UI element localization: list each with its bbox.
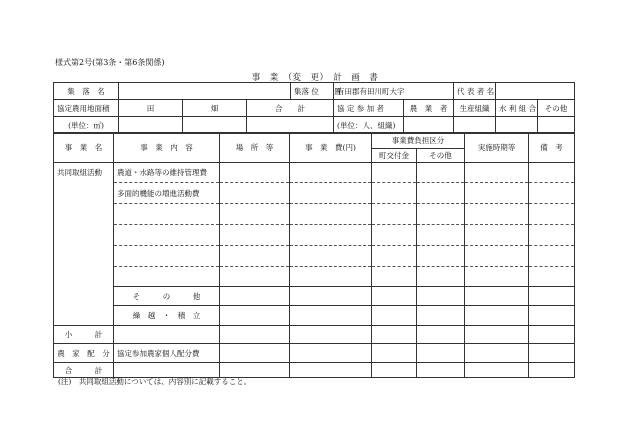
cell[interactable] (220, 326, 290, 344)
cell[interactable] (114, 326, 220, 344)
activity-row[interactable] (114, 204, 220, 225)
cell[interactable] (220, 246, 290, 267)
total-value[interactable] (247, 117, 334, 134)
water-assoc-label: 水 利 組 合 (496, 100, 538, 117)
cell[interactable] (220, 287, 290, 306)
col-other: その他 (417, 149, 465, 163)
cell[interactable] (529, 326, 575, 344)
cell[interactable] (417, 225, 465, 246)
col-content: 事 業 内 容 (114, 133, 220, 163)
cell[interactable] (417, 246, 465, 267)
settlement-location-label: 集落 位 置 (291, 83, 334, 100)
cell[interactable] (372, 204, 417, 225)
col-town: 町交付金 (372, 149, 417, 163)
cell[interactable] (290, 246, 372, 267)
col-period: 実施時期等 (465, 133, 529, 163)
farmer-label: 農 業 者 (404, 100, 454, 117)
subtotal-label: 小 計 (54, 326, 114, 344)
cell[interactable] (220, 183, 290, 204)
activity-row[interactable] (114, 246, 220, 267)
col-project-name: 事 業 名 (54, 133, 114, 163)
cell[interactable] (465, 287, 529, 306)
cell[interactable] (372, 225, 417, 246)
cell[interactable] (220, 163, 290, 183)
cell[interactable] (220, 267, 290, 287)
cell[interactable] (220, 225, 290, 246)
cell[interactable] (417, 344, 465, 363)
settlement-name-label: 集 落 名 (54, 83, 119, 100)
other-label: その他 (538, 100, 575, 117)
cell[interactable] (372, 163, 417, 183)
cell[interactable] (529, 363, 575, 378)
area-label: 協定農用地面積 (54, 100, 119, 117)
cell[interactable] (417, 204, 465, 225)
cell[interactable] (290, 363, 372, 378)
cell[interactable] (290, 204, 372, 225)
cell[interactable] (290, 267, 372, 287)
joint-activity-label: 共同取組活動 (54, 163, 114, 326)
activity-row[interactable] (114, 225, 220, 246)
field-label: 田 (119, 100, 183, 117)
participants-label: 協 定 参 加 者 (334, 100, 404, 117)
other-row-label: そ の 他 (114, 287, 220, 306)
upland-label: 畑 (183, 100, 247, 117)
cell[interactable] (465, 267, 529, 287)
cell[interactable] (529, 204, 575, 225)
main-table (53, 132, 575, 378)
field-value[interactable] (119, 117, 183, 134)
cell[interactable] (417, 306, 465, 326)
cell[interactable] (290, 183, 372, 204)
cell[interactable] (465, 246, 529, 267)
activity-row: 多面的機能の増進活動費 (114, 183, 220, 204)
representative-value[interactable] (496, 83, 575, 100)
cell[interactable] (465, 183, 529, 204)
cell[interactable] (290, 225, 372, 246)
cell[interactable] (220, 204, 290, 225)
col-location: 場 所 等 (220, 133, 290, 163)
info-table (53, 82, 575, 134)
activity-row: 農道・水路等の維持管理費 (114, 163, 220, 183)
cell[interactable] (417, 183, 465, 204)
cell[interactable] (465, 225, 529, 246)
form-label: 様式第2号(第3条・第6条関係) (55, 58, 165, 67)
cell[interactable] (465, 306, 529, 326)
cell[interactable] (417, 326, 465, 344)
settlement-name-value[interactable] (119, 83, 291, 100)
cell[interactable] (417, 363, 465, 378)
area-unit: (単位：㎡) (54, 117, 119, 134)
representative-label: 代 表 者 名 (454, 83, 496, 100)
cell[interactable] (529, 246, 575, 267)
cell[interactable] (290, 326, 372, 344)
farmer-value[interactable] (404, 117, 454, 134)
footnote: (注) 共同取組活動については、内容別に記載すること。 (58, 377, 252, 386)
cell[interactable] (290, 163, 372, 183)
cell[interactable] (290, 344, 372, 363)
col-burden: 事業費負担区分 (372, 133, 465, 149)
cell[interactable] (372, 306, 417, 326)
cell[interactable] (465, 163, 529, 183)
cell[interactable] (220, 344, 290, 363)
cell[interactable] (372, 287, 417, 306)
farmer-dist-label: 農 家 配 分 (54, 344, 114, 363)
cell[interactable] (529, 225, 575, 246)
activity-row[interactable] (114, 267, 220, 287)
cell[interactable] (529, 306, 575, 326)
cell[interactable] (372, 246, 417, 267)
col-cost: 事 業 費(円) (290, 133, 372, 163)
cell[interactable] (529, 183, 575, 204)
upland-value[interactable] (183, 117, 247, 134)
cell[interactable] (465, 326, 529, 344)
col-remarks: 備 考 (529, 133, 575, 163)
grand-total-label: 合 計 (54, 363, 114, 378)
cell[interactable] (529, 344, 575, 363)
cell[interactable] (372, 363, 417, 378)
cell[interactable] (465, 363, 529, 378)
production-org-label: 生産組織 (454, 100, 496, 117)
water-assoc-value[interactable] (496, 117, 538, 134)
cell[interactable] (372, 344, 417, 363)
participants-unit: (単位：人、組織) (334, 117, 404, 134)
cell[interactable] (290, 287, 372, 306)
settlement-location-value[interactable]: 有田郡有田川町大字 (334, 83, 454, 100)
cell[interactable] (220, 306, 290, 326)
cell[interactable] (529, 287, 575, 306)
cell[interactable] (529, 267, 575, 287)
production-org-value[interactable] (454, 117, 496, 134)
cell[interactable] (372, 183, 417, 204)
total-label: 合 計 (247, 100, 334, 117)
other-value[interactable] (538, 117, 575, 134)
cell[interactable] (417, 163, 465, 183)
cell[interactable] (372, 267, 417, 287)
cell[interactable] (465, 344, 529, 363)
cell[interactable] (372, 326, 417, 344)
cell[interactable] (417, 267, 465, 287)
form-title: 事 業 （変 更） 計 画 書 (251, 73, 379, 83)
cell[interactable] (290, 306, 372, 326)
cell[interactable] (417, 287, 465, 306)
farmer-dist-content: 協定参加農家個人配分費 (114, 344, 220, 363)
cell[interactable] (529, 163, 575, 183)
carryover-row-label: 繰 越 ・ 積 立 (114, 306, 220, 326)
cell[interactable] (465, 204, 529, 225)
